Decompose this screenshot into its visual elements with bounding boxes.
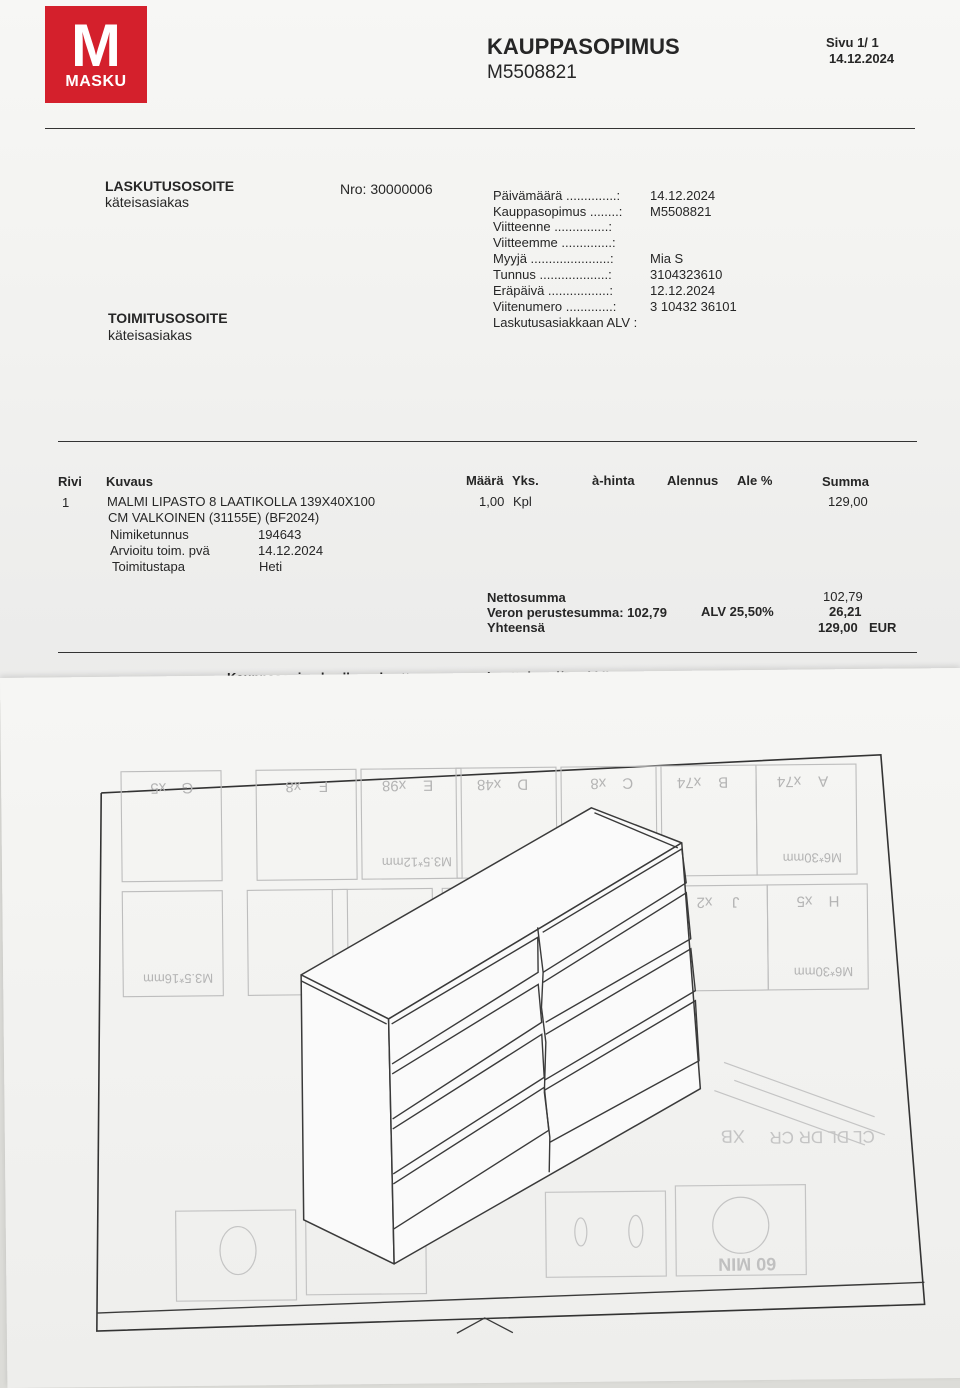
assembly-drawing xyxy=(0,668,960,1388)
detail-label: Toimitustapa xyxy=(112,559,185,574)
meta-row xyxy=(493,299,737,314)
meta-value: 12.12.2024 xyxy=(650,283,716,298)
row-description-line2: CM VALKOINEN (31155E) (BF2024) xyxy=(108,510,320,525)
meta-label: Viitenumero .............: xyxy=(493,299,617,314)
billing-number: Nro: 30000006 xyxy=(340,181,433,197)
col-maara: Määrä xyxy=(466,473,504,488)
meta-row xyxy=(493,188,715,203)
part-quantity: x74 xyxy=(776,772,802,790)
part-size: M3.5*12mm xyxy=(381,854,453,871)
part-quantity: x8 xyxy=(285,777,302,796)
col-ahinta: à-hinta xyxy=(592,473,635,488)
col-alennus: Alennus xyxy=(667,473,719,488)
masku-logo xyxy=(45,6,147,103)
billing-heading: LASKUTUSOSOITE xyxy=(105,178,235,194)
meta-label: Kauppasopimus ........: xyxy=(493,204,623,219)
part-quantity: x2 xyxy=(696,893,713,911)
meta-row xyxy=(493,283,715,298)
total-currency: EUR xyxy=(869,620,897,635)
col-rivi: Rivi xyxy=(58,474,82,489)
meta-row xyxy=(493,204,711,219)
part-letter: E xyxy=(423,776,434,794)
assembly-instruction-sheet xyxy=(0,668,960,1388)
part-letter: A xyxy=(818,772,829,790)
part-size: M6*30mm xyxy=(793,964,854,980)
netto-label: Nettosumma xyxy=(487,590,566,605)
col-yks: Yks. xyxy=(512,473,539,488)
row-quantity: 1,00 xyxy=(479,494,505,509)
part-letter: B xyxy=(718,773,729,791)
alv-value: 26,21 xyxy=(829,604,862,619)
meta-row xyxy=(493,315,650,330)
header-divider xyxy=(45,128,915,129)
meta-label: Päivämäärä ..............: xyxy=(493,188,621,203)
part-letter: H xyxy=(828,892,840,910)
alv-label: ALV 25,50% xyxy=(701,604,774,619)
part-size: M6*30mm xyxy=(782,850,843,866)
detail-value: Heti xyxy=(259,559,283,574)
col-summa: Summa xyxy=(822,474,869,489)
rails-label: XB xyxy=(720,1126,745,1147)
part-letter: C xyxy=(622,774,634,792)
part-letter: F xyxy=(318,777,329,795)
part-quantity: x5 xyxy=(796,892,813,910)
detail-value: 194643 xyxy=(258,527,302,542)
meta-label: Viitteemme ..............: xyxy=(493,235,616,250)
meta-label: Eräpäivä .................: xyxy=(493,283,613,298)
part-quantity: x98 xyxy=(381,776,407,795)
time-label: 60 MIN xyxy=(718,1253,777,1275)
total-value: 129,00 xyxy=(818,620,858,635)
part-quantity: x5 xyxy=(150,779,167,797)
billing-name: käteisasiakas xyxy=(105,194,190,210)
meta-value: 3 10432 36101 xyxy=(650,299,737,314)
totals-divider xyxy=(58,652,917,653)
part-cell xyxy=(256,769,357,880)
rail-codes-label: CL DL DR CR xyxy=(769,1126,875,1147)
meta-value: 14.12.2024 xyxy=(650,188,716,203)
vero-label: Veron perustesumma: 102,79 xyxy=(487,605,667,620)
meta-label: Laskutusasiakkaan ALV : xyxy=(493,315,638,330)
detail-label: Nimiketunnus xyxy=(110,527,189,542)
table-divider xyxy=(58,441,917,442)
document-number: M5508821 xyxy=(487,62,577,83)
header-date: 14.12.2024 xyxy=(829,51,895,66)
logo-text: MASKU xyxy=(65,73,127,90)
part-quantity: x48 xyxy=(476,775,502,794)
part-size: M3.5*16mm xyxy=(143,970,214,987)
col-kuvaus: Kuvaus xyxy=(106,474,153,489)
meta-row xyxy=(493,219,650,234)
part-letter: J xyxy=(731,893,740,911)
document-title: KAUPPASOPIMUS xyxy=(487,34,680,59)
meta-row xyxy=(493,235,650,250)
delivery-name: käteisasiakas xyxy=(108,327,193,343)
row-sum: 129,00 xyxy=(828,494,868,509)
part-quantity: x74 xyxy=(676,773,702,791)
detail-label: Arvioitu toim. pvä xyxy=(110,543,210,558)
col-ale-pct: Ale % xyxy=(737,473,773,488)
meta-row xyxy=(493,267,722,282)
meta-label: Tunnus ...................: xyxy=(493,267,612,282)
meta-value: M5508821 xyxy=(650,204,712,219)
meta-label: Myyjä ......................: xyxy=(493,251,614,266)
detail-value: 14.12.2024 xyxy=(258,543,324,558)
row-unit: Kpl xyxy=(513,494,532,509)
meta-value: 3104323610 xyxy=(650,267,723,282)
meta-value: Mia S xyxy=(650,251,684,266)
row-description-line1: MALMI LIPASTO 8 LAATIKOLLA 139X40X100 xyxy=(107,494,376,509)
part-quantity: x8 xyxy=(590,774,607,792)
meta-row xyxy=(493,251,683,266)
logo-letter: M xyxy=(71,12,121,79)
total-label: Yhteensä xyxy=(487,620,545,635)
page-indicator: Sivu 1/ 1 xyxy=(826,35,879,50)
part-letter: G xyxy=(181,778,194,797)
meta-label: Viitteenne ...............: xyxy=(493,219,612,234)
netto-value: 102,79 xyxy=(823,589,863,604)
row-number: 1 xyxy=(62,495,70,510)
part-letter: D xyxy=(517,775,529,793)
delivery-heading: TOIMITUSOSOITE xyxy=(108,310,228,326)
